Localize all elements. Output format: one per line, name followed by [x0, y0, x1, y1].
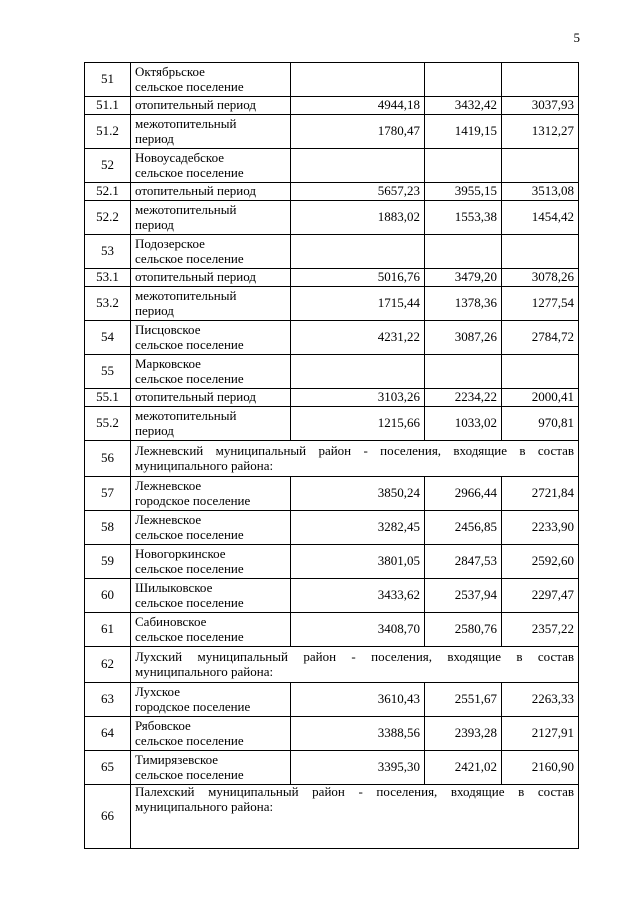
district-heading: Лежневский муниципальный район - поселения, входящие в состав муниципального района:: [131, 441, 579, 477]
settlement-name: Подозерское сельское поселение: [131, 235, 291, 269]
row-number: 63: [85, 683, 131, 717]
value-v3: 2297,47: [502, 579, 579, 613]
value-v3: 1277,54: [502, 287, 579, 321]
settlement-name: Лежневское сельское поселение: [131, 511, 291, 545]
district-heading: Лухский муниципальный район - поселения, входящие в состав муниципального района:: [131, 647, 579, 683]
row-number: 55: [85, 355, 131, 389]
value-v3: 2127,91: [502, 717, 579, 751]
row-number: 61: [85, 613, 131, 647]
value-v1: 3395,30: [291, 751, 425, 785]
value-v1: 1780,47: [291, 115, 425, 149]
row-number: 62: [85, 647, 131, 683]
settlement-name: Сабиновское сельское поселение: [131, 613, 291, 647]
table-row: [85, 717, 579, 751]
row-number: 58: [85, 511, 131, 545]
settlement-name: Октябрьское сельское поселение: [131, 63, 291, 97]
value-v2: [425, 235, 502, 269]
settlement-name: межотопительный период: [131, 115, 291, 149]
value-v2: 3955,15: [425, 183, 502, 201]
district-heading: Палехский муниципальный район - поселения, входящие в состав муниципального района:: [131, 785, 579, 849]
value-v2: 2847,53: [425, 545, 502, 579]
value-v1: 3801,05: [291, 545, 425, 579]
value-v2: 2551,67: [425, 683, 502, 717]
settlement-name: Тимирязевское сельское поселение: [131, 751, 291, 785]
row-number: 55.2: [85, 407, 131, 441]
row-number: 53: [85, 235, 131, 269]
table-row: [85, 613, 579, 647]
value-v3: 1312,27: [502, 115, 579, 149]
value-v1: 1215,66: [291, 407, 425, 441]
settlement-name: Писцовское сельское поселение: [131, 321, 291, 355]
value-v1: 4944,18: [291, 97, 425, 115]
row-number: 60: [85, 579, 131, 613]
row-number: 52.1: [85, 183, 131, 201]
settlement-name: отопительный период: [131, 183, 291, 201]
value-v2: 1033,02: [425, 407, 502, 441]
table-row: [85, 441, 579, 477]
settlement-name: межотопительный период: [131, 287, 291, 321]
value-v2: 2234,22: [425, 389, 502, 407]
value-v3: [502, 235, 579, 269]
table-row: [85, 407, 579, 441]
table-row: [85, 115, 579, 149]
value-v3: [502, 63, 579, 97]
table-row: [85, 389, 579, 407]
settlement-name: межотопительный период: [131, 407, 291, 441]
row-number: 52.2: [85, 201, 131, 235]
value-v3: 2357,22: [502, 613, 579, 647]
settlement-name: отопительный период: [131, 97, 291, 115]
value-v3: [502, 355, 579, 389]
table-row: [85, 511, 579, 545]
table-row: [85, 785, 579, 849]
value-v1: 1715,44: [291, 287, 425, 321]
value-v2: [425, 63, 502, 97]
value-v1: 4231,22: [291, 321, 425, 355]
value-v3: 3513,08: [502, 183, 579, 201]
row-number: 59: [85, 545, 131, 579]
row-number: 64: [85, 717, 131, 751]
value-v3: 2721,84: [502, 477, 579, 511]
settlement-name: Марковское сельское поселение: [131, 355, 291, 389]
settlement-name: Новогоркинское сельское поселение: [131, 545, 291, 579]
value-v2: 1378,36: [425, 287, 502, 321]
value-v1: 3850,24: [291, 477, 425, 511]
value-v1: [291, 149, 425, 183]
row-number: 66: [85, 785, 131, 849]
table-row: [85, 683, 579, 717]
table-row: [85, 545, 579, 579]
value-v3: 2592,60: [502, 545, 579, 579]
settlement-name: Лежневское городское поселение: [131, 477, 291, 511]
table-row: [85, 647, 579, 683]
value-v2: 3432,42: [425, 97, 502, 115]
settlement-name: межотопительный период: [131, 201, 291, 235]
settlement-name: Лухское городское поселение: [131, 683, 291, 717]
value-v3: 2263,33: [502, 683, 579, 717]
row-number: 51: [85, 63, 131, 97]
value-v1: 3388,56: [291, 717, 425, 751]
value-v1: [291, 355, 425, 389]
settlement-name: Новоусадебское сельское поселение: [131, 149, 291, 183]
row-number: 56: [85, 441, 131, 477]
value-v3: 2000,41: [502, 389, 579, 407]
settlement-name: Рябовское сельское поселение: [131, 717, 291, 751]
table-row: [85, 235, 579, 269]
value-v1: 5016,76: [291, 269, 425, 287]
value-v3: 1454,42: [502, 201, 579, 235]
table-row: [85, 751, 579, 785]
table-row: [85, 183, 579, 201]
settlement-name: Шилыковское сельское поселение: [131, 579, 291, 613]
value-v2: [425, 149, 502, 183]
table-row: [85, 321, 579, 355]
value-v1: 3103,26: [291, 389, 425, 407]
value-v2: 1553,38: [425, 201, 502, 235]
value-v3: 2233,90: [502, 511, 579, 545]
row-number: 55.1: [85, 389, 131, 407]
value-v1: 5657,23: [291, 183, 425, 201]
row-number: 51.2: [85, 115, 131, 149]
value-v3: 2160,90: [502, 751, 579, 785]
table-row: [85, 477, 579, 511]
value-v3: 3037,93: [502, 97, 579, 115]
value-v1: 3610,43: [291, 683, 425, 717]
value-v1: [291, 63, 425, 97]
value-v3: [502, 149, 579, 183]
value-v1: 1883,02: [291, 201, 425, 235]
table-row: [85, 63, 579, 97]
row-number: 53.1: [85, 269, 131, 287]
value-v1: 3408,70: [291, 613, 425, 647]
row-number: 53.2: [85, 287, 131, 321]
value-v3: 3078,26: [502, 269, 579, 287]
table-row: [85, 355, 579, 389]
row-number: 54: [85, 321, 131, 355]
tariff-table: [84, 62, 579, 849]
value-v2: 2393,28: [425, 717, 502, 751]
value-v3: 970,81: [502, 407, 579, 441]
value-v2: 1419,15: [425, 115, 502, 149]
value-v3: 2784,72: [502, 321, 579, 355]
settlement-name: отопительный период: [131, 389, 291, 407]
value-v2: 3087,26: [425, 321, 502, 355]
value-v1: [291, 235, 425, 269]
row-number: 51.1: [85, 97, 131, 115]
table-body: [85, 63, 579, 849]
value-v1: 3282,45: [291, 511, 425, 545]
table-row: [85, 97, 579, 115]
row-number: 52: [85, 149, 131, 183]
page-number: 5: [573, 30, 580, 45]
value-v2: 3479,20: [425, 269, 502, 287]
value-v2: 2580,76: [425, 613, 502, 647]
value-v2: 2421,02: [425, 751, 502, 785]
table-row: [85, 149, 579, 183]
table-row: [85, 269, 579, 287]
value-v2: 2537,94: [425, 579, 502, 613]
value-v2: 2966,44: [425, 477, 502, 511]
table-row: [85, 579, 579, 613]
settlement-name: отопительный период: [131, 269, 291, 287]
table-row: [85, 201, 579, 235]
row-number: 65: [85, 751, 131, 785]
value-v2: [425, 355, 502, 389]
value-v2: 2456,85: [425, 511, 502, 545]
table-row: [85, 287, 579, 321]
value-v1: 3433,62: [291, 579, 425, 613]
row-number: 57: [85, 477, 131, 511]
